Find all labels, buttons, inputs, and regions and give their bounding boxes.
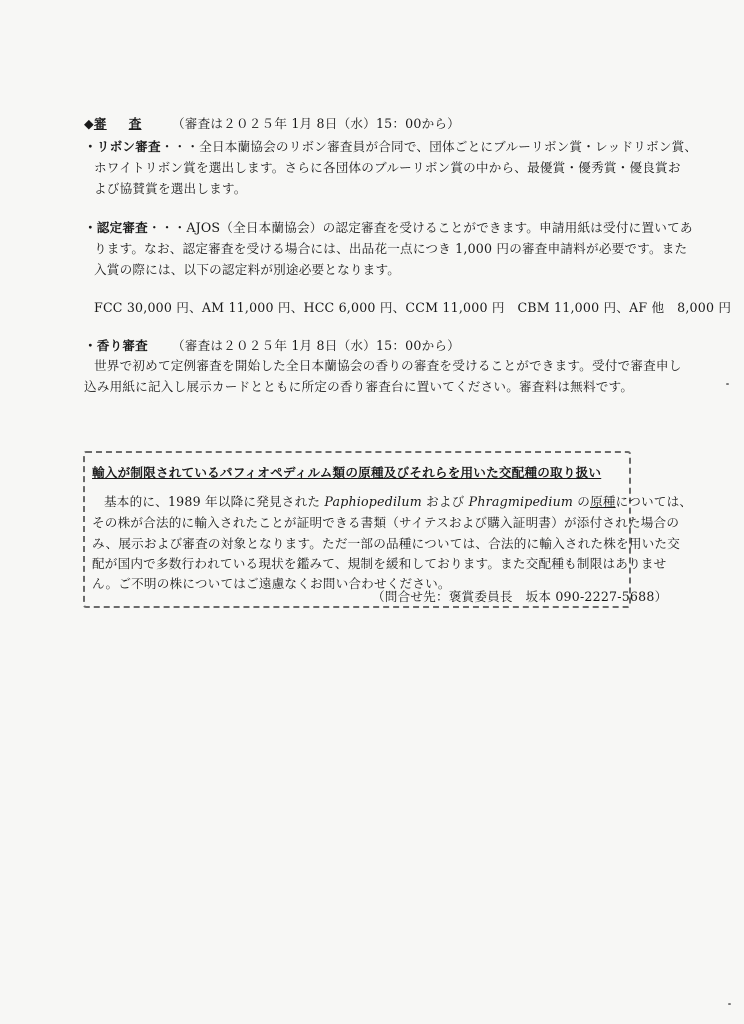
- notice-contact: （問合せ先：褒賞委員長 坂本 090-2227-5688）: [372, 589, 668, 604]
- cert-line-3: 入賞の際には、以下の認定料が別途必要となります。: [94, 262, 401, 277]
- ribbon-line-3: よび協賛賞を選出します。: [94, 181, 247, 196]
- notice-species-word: 原種: [590, 494, 616, 509]
- notice-line-1-a: 基本的に、1989 年以降に発見された: [104, 494, 325, 509]
- fragrance-label: ・香り審査: [84, 338, 148, 353]
- fragrance-schedule: （審査は２０２５年 1月 8日（水）15：00から）: [172, 338, 460, 353]
- ribbon-line-1: [84, 140, 697, 154]
- notice-line-2: その株が合法的に輸入されたことが証明できる書類（サイテスおよび購入証明書）が添付された場合の: [92, 515, 680, 530]
- notice-title: 輸入が制限されているパフィオペディルム類の原種及びそれらを用いた交配種の取り扱い: [92, 465, 602, 480]
- fragrance-line-1: 世界で初めて定例審査を開始した全日本蘭協会の香りの審査を受けることができます。受付で審査申し: [94, 358, 682, 373]
- notice-line-3: み、展示および審査の対象となります。ただ一部の品種については、合法的に輸入された株を用いた交: [92, 536, 681, 551]
- cert-fees: FCC 30,000 円、AM 11,000 円、HCC 6,000 円、CCM 11,000 円 CBM 11,000 円、AF 他 8,000 円: [94, 300, 732, 315]
- notice-line-1-c: の: [573, 494, 591, 509]
- heading-mark: ◆: [84, 116, 94, 131]
- notice-line-5: ん。ご不明の株についてはご遠慮なくお問い合わせください。: [92, 576, 451, 591]
- notice-line-1: [104, 495, 692, 509]
- notice-line-1-b: および: [421, 494, 469, 509]
- cert-line-1: [84, 221, 693, 235]
- notice-line-1-e: については、: [615, 494, 693, 509]
- heading-title-a: 審: [93, 116, 107, 131]
- genus-paphiopedilum: Paphiopedilum: [324, 494, 422, 509]
- scan-speck: [726, 383, 729, 385]
- cert-dots: ・・・: [147, 220, 187, 235]
- ribbon-text-1: 全日本蘭協会のリボン審査員が合同で、団体ごとにブルーリボン賞・レッドリボン賞、: [199, 139, 698, 154]
- cert-text-1: AJOS（全日本蘭協会）の認定審査を受けることができます。申請用紙は受付に置いてあ: [186, 220, 693, 235]
- genus-phragmipedium: Phragmipedium: [468, 494, 574, 509]
- notice-line-4: 配が国内で多数行われている現状を鑑みて、規制を緩和しております。また交配種も制限はありませ: [92, 556, 667, 571]
- cert-label: ・認定審査: [84, 220, 148, 235]
- judging-schedule: （審査は２０２５年 1月 8日（水）15：00から）: [172, 116, 460, 131]
- ribbon-line-2: ホワイトリボン賞を選出します。さらに各団体のブルーリボン賞の中から、最優賞・優秀賞・優良賞お: [94, 160, 681, 175]
- heading-title-b: 査: [128, 116, 142, 131]
- scan-speck: [728, 1003, 731, 1005]
- cert-line-2: ります。なお、認定審査を受ける場合には、出品花一点につき 1,000 円の審査申請料が必要です。また: [94, 241, 688, 256]
- ribbon-dots: ・・・: [160, 139, 200, 154]
- fragrance-line-2: 込み用紙に記入し展示カードとともに所定の香り審査台に置いてください。審査料は無料です。: [84, 379, 634, 394]
- judging-heading: [84, 117, 141, 131]
- ribbon-label: ・リボン審査: [84, 139, 161, 154]
